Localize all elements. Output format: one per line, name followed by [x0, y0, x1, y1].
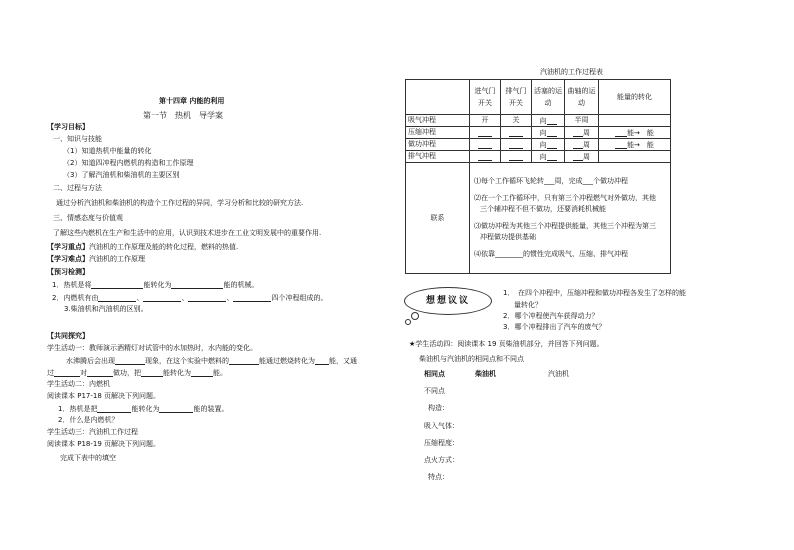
blank[interactable]	[478, 141, 492, 149]
discuss-q1-cont: 量转化？	[514, 301, 542, 309]
cell[interactable]	[565, 139, 599, 151]
preview-q3: 3.柴油机和汽油机的区别。	[64, 305, 148, 313]
goal3-text: 了解这些内燃机在生产和生活中的应用，认识到技术进步在工业文明发展中的重要作用.	[53, 229, 322, 237]
goal1-item-3: （3）了解汽油机和柴油机的主要区别	[63, 171, 180, 179]
stroke-name: 排气冲程	[406, 151, 470, 163]
cell[interactable]	[470, 151, 501, 163]
blank[interactable]	[547, 129, 557, 137]
blank[interactable]	[54, 369, 80, 377]
cell[interactable]	[532, 127, 565, 139]
bubble-tail	[411, 312, 419, 320]
preview-q1-text-a: 1．热机是将	[52, 281, 92, 289]
blank[interactable]	[509, 153, 523, 161]
link-cell	[470, 163, 671, 274]
activity-1: 学生活动一：教师演示酒精灯对试管中的水加热时，水内能的变化。	[47, 344, 257, 352]
compare-row: 点火方式：	[424, 456, 459, 464]
compare-row: 特点：	[428, 473, 449, 481]
preview-q1-text-c: 能的机械。	[223, 281, 259, 289]
cell[interactable]	[565, 151, 599, 163]
header-cell: 活塞的运动	[532, 80, 565, 115]
stroke-name: 吸气冲程	[406, 115, 470, 127]
blank[interactable]	[233, 294, 271, 302]
blank[interactable]	[573, 153, 583, 161]
cell[interactable]	[501, 151, 532, 163]
cell[interactable]	[470, 127, 501, 139]
blank[interactable]	[229, 357, 259, 365]
blank[interactable]	[143, 294, 181, 302]
preview-title: 【预习检测】	[47, 268, 89, 276]
engine-process-table	[405, 79, 671, 274]
explore-title: 【共同探究】	[47, 332, 89, 340]
blank[interactable]	[547, 153, 557, 161]
blank[interactable]	[188, 294, 226, 302]
blank[interactable]	[615, 141, 627, 149]
cell: 关	[501, 115, 532, 127]
text: 能，又通	[329, 357, 357, 365]
blank[interactable]	[573, 141, 583, 149]
text: 能转化为	[163, 369, 191, 377]
text: 水沸腾后会出现	[66, 357, 115, 365]
text: 向	[539, 128, 547, 137]
preview-q2-text-a: 2．内燃机有由	[52, 294, 99, 302]
blank[interactable]	[478, 153, 492, 161]
difficulty-label: 【学习难点】	[47, 255, 89, 263]
discussion-bubble	[404, 287, 492, 315]
activity-2-read: 阅读课本 P17-18 页解决下列问题。	[47, 392, 161, 400]
cell[interactable]	[532, 139, 565, 151]
blank[interactable]	[141, 369, 163, 377]
cell[interactable]	[501, 127, 532, 139]
compare-col-gasoline: 汽油机	[548, 370, 569, 378]
blank[interactable]	[509, 141, 523, 149]
link-line: ⑴每个工作循环飞轮转___周，完成___个做功冲程	[474, 177, 628, 185]
compare-row: 吸入气体：	[424, 422, 459, 430]
text: 能通过燃烧转化为	[259, 357, 315, 365]
activity-3-read: 阅读课本 P18-19 页解决下列问题。	[47, 440, 161, 448]
goal1-title: 一、知识与技能	[53, 135, 102, 143]
header-cell: 进气门开关	[470, 80, 501, 115]
preview-q1	[52, 281, 258, 289]
table-caption: 汽油机的工作过程表	[540, 68, 603, 76]
blank[interactable]	[478, 129, 492, 137]
compare-col-diesel: 柴油机	[475, 370, 496, 378]
cell[interactable]	[470, 139, 501, 151]
table-row	[406, 151, 671, 163]
activity-3: 学生活动三：汽油机工作过程	[47, 428, 138, 436]
text: 做功，把	[113, 369, 141, 377]
cell[interactable]	[565, 127, 599, 139]
stroke-name: 压缩冲程	[406, 127, 470, 139]
text: 对	[80, 369, 87, 377]
link-lines	[474, 174, 668, 262]
text: 周	[583, 128, 590, 137]
activity-4-sub: 柴油机与汽油机的相同点和不同点	[419, 355, 524, 363]
table-row	[406, 139, 671, 151]
goal3-title: 三、情感态度与价值观	[53, 214, 123, 222]
link-line: ⑵在一个工作循环中，只有第三个冲程燃气对外做功，其他	[474, 194, 656, 202]
discuss-q2: 2．哪个冲程使汽车获得动力？	[503, 312, 599, 320]
activity-3-fill: 完成下表中的填空	[60, 454, 116, 462]
discuss-q1: 1． 在四个冲程中，压缩冲程和做功冲程各发生了怎样的能	[503, 289, 686, 297]
table-row	[406, 127, 671, 139]
link-line: 冲程做功提供基础	[480, 233, 536, 241]
blank[interactable]	[115, 357, 145, 365]
goal1-item-2: （2）知道四冲程内燃机的构造和工作原理	[63, 159, 194, 167]
text: 能→ 能	[627, 128, 654, 137]
compare-row: 不同点	[424, 387, 445, 395]
compare-row: 构造：	[428, 404, 449, 412]
text: 向	[539, 140, 547, 149]
preview-q2	[52, 294, 327, 302]
blank[interactable]	[573, 129, 583, 137]
text: 现象，在这个实验中燃料的	[145, 357, 229, 365]
sep: 、	[226, 294, 234, 302]
goal1-item-1: （1）知道热机中能量的转化	[63, 147, 152, 155]
key-text: 汽油机的工作原理及能的转化过程，燃料的热值.	[89, 243, 239, 251]
text: 向	[539, 152, 547, 161]
text: 周	[583, 152, 590, 161]
header-cell: 曲轴的运动	[565, 80, 599, 115]
goal2-title: 二、过程与方法	[53, 184, 102, 192]
discuss-q3: 3．哪个冲程排出了汽车的废气？	[503, 323, 606, 331]
bubble-tail	[405, 319, 411, 325]
blank[interactable]	[509, 129, 523, 137]
text: 能的装置。	[193, 405, 229, 413]
blank[interactable]	[547, 117, 557, 125]
activity-2: 学生活动二：内燃机	[47, 380, 110, 388]
compare-col-same: 相同点	[424, 370, 445, 378]
blank[interactable]	[98, 294, 136, 302]
cell[interactable]	[532, 151, 565, 163]
goals-title: 【学习目标】	[47, 123, 89, 131]
preview-q2-text-b: 四个冲程组成的。	[271, 294, 328, 302]
sep: 、	[181, 294, 189, 302]
chapter-title: 第十四章 内能的利用	[159, 97, 225, 105]
activity-2-q1	[58, 405, 228, 413]
activity-2-q2: 2．什么是内燃机？	[58, 416, 119, 424]
activity-4: ★学生活动四：阅读课本 19 页柴油机部分，并回答下列问题。	[409, 340, 604, 348]
cell	[599, 151, 671, 163]
text: 周	[583, 140, 590, 149]
blank[interactable]	[547, 141, 557, 149]
cell[interactable]	[599, 127, 671, 139]
difficulty	[47, 256, 145, 263]
key-points	[47, 244, 238, 251]
bubble-text: 想想议议	[425, 295, 470, 306]
text: 能。	[213, 369, 227, 377]
cell[interactable]	[599, 139, 671, 151]
table-row	[406, 115, 671, 127]
link-label: 联系	[406, 163, 470, 274]
link-line: 三个辅冲程不但不做功，还要消耗机械能	[480, 205, 606, 213]
blank[interactable]	[87, 369, 113, 377]
preview-q1-text-b: 能转化为	[143, 281, 172, 289]
goal2-text: 通过分析汽油机和柴油机的构造个工作过程的异同，学习分析和比较的研究方法.	[56, 199, 304, 207]
link-line: ⑷依靠________的惯性完成吸气、压缩、排气冲程	[474, 250, 628, 258]
cell: 开	[470, 115, 501, 127]
key-label: 【学习重点】	[47, 243, 89, 251]
activity-1-line-2	[66, 357, 357, 365]
compare-row: 压缩程度：	[424, 439, 459, 447]
cell: 半周	[565, 115, 599, 127]
cell	[599, 115, 671, 127]
text: 能→ 能	[627, 140, 654, 149]
sep: 、	[136, 294, 144, 302]
blank[interactable]	[91, 281, 143, 289]
blank[interactable]	[615, 129, 627, 137]
text: 1．热机是把	[58, 405, 98, 413]
activity-1-line-3	[47, 369, 227, 377]
cell[interactable]	[501, 139, 532, 151]
blank[interactable]	[159, 405, 193, 413]
text: 过	[47, 369, 54, 377]
section-title: 第一节 热机 导学案	[143, 111, 223, 120]
blank[interactable]	[97, 405, 131, 413]
stroke-name: 做功冲程	[406, 139, 470, 151]
difficulty-text: 汽油机的工作原理	[89, 255, 145, 263]
link-line: ⑶做功冲程为其他三个冲程提供能量，其他三个冲程为第三	[474, 222, 656, 230]
table-header-row	[406, 80, 671, 115]
blank[interactable]	[171, 281, 223, 289]
header-cell	[406, 80, 470, 115]
header-cell: 排气门开关	[501, 80, 532, 115]
blank[interactable]	[315, 357, 329, 365]
header-cell: 能量的转化	[599, 80, 671, 115]
table-row-link	[406, 163, 671, 274]
text: 向	[539, 116, 547, 125]
text: 能转化为	[131, 405, 160, 413]
blank[interactable]	[191, 369, 213, 377]
cell[interactable]	[532, 115, 565, 127]
